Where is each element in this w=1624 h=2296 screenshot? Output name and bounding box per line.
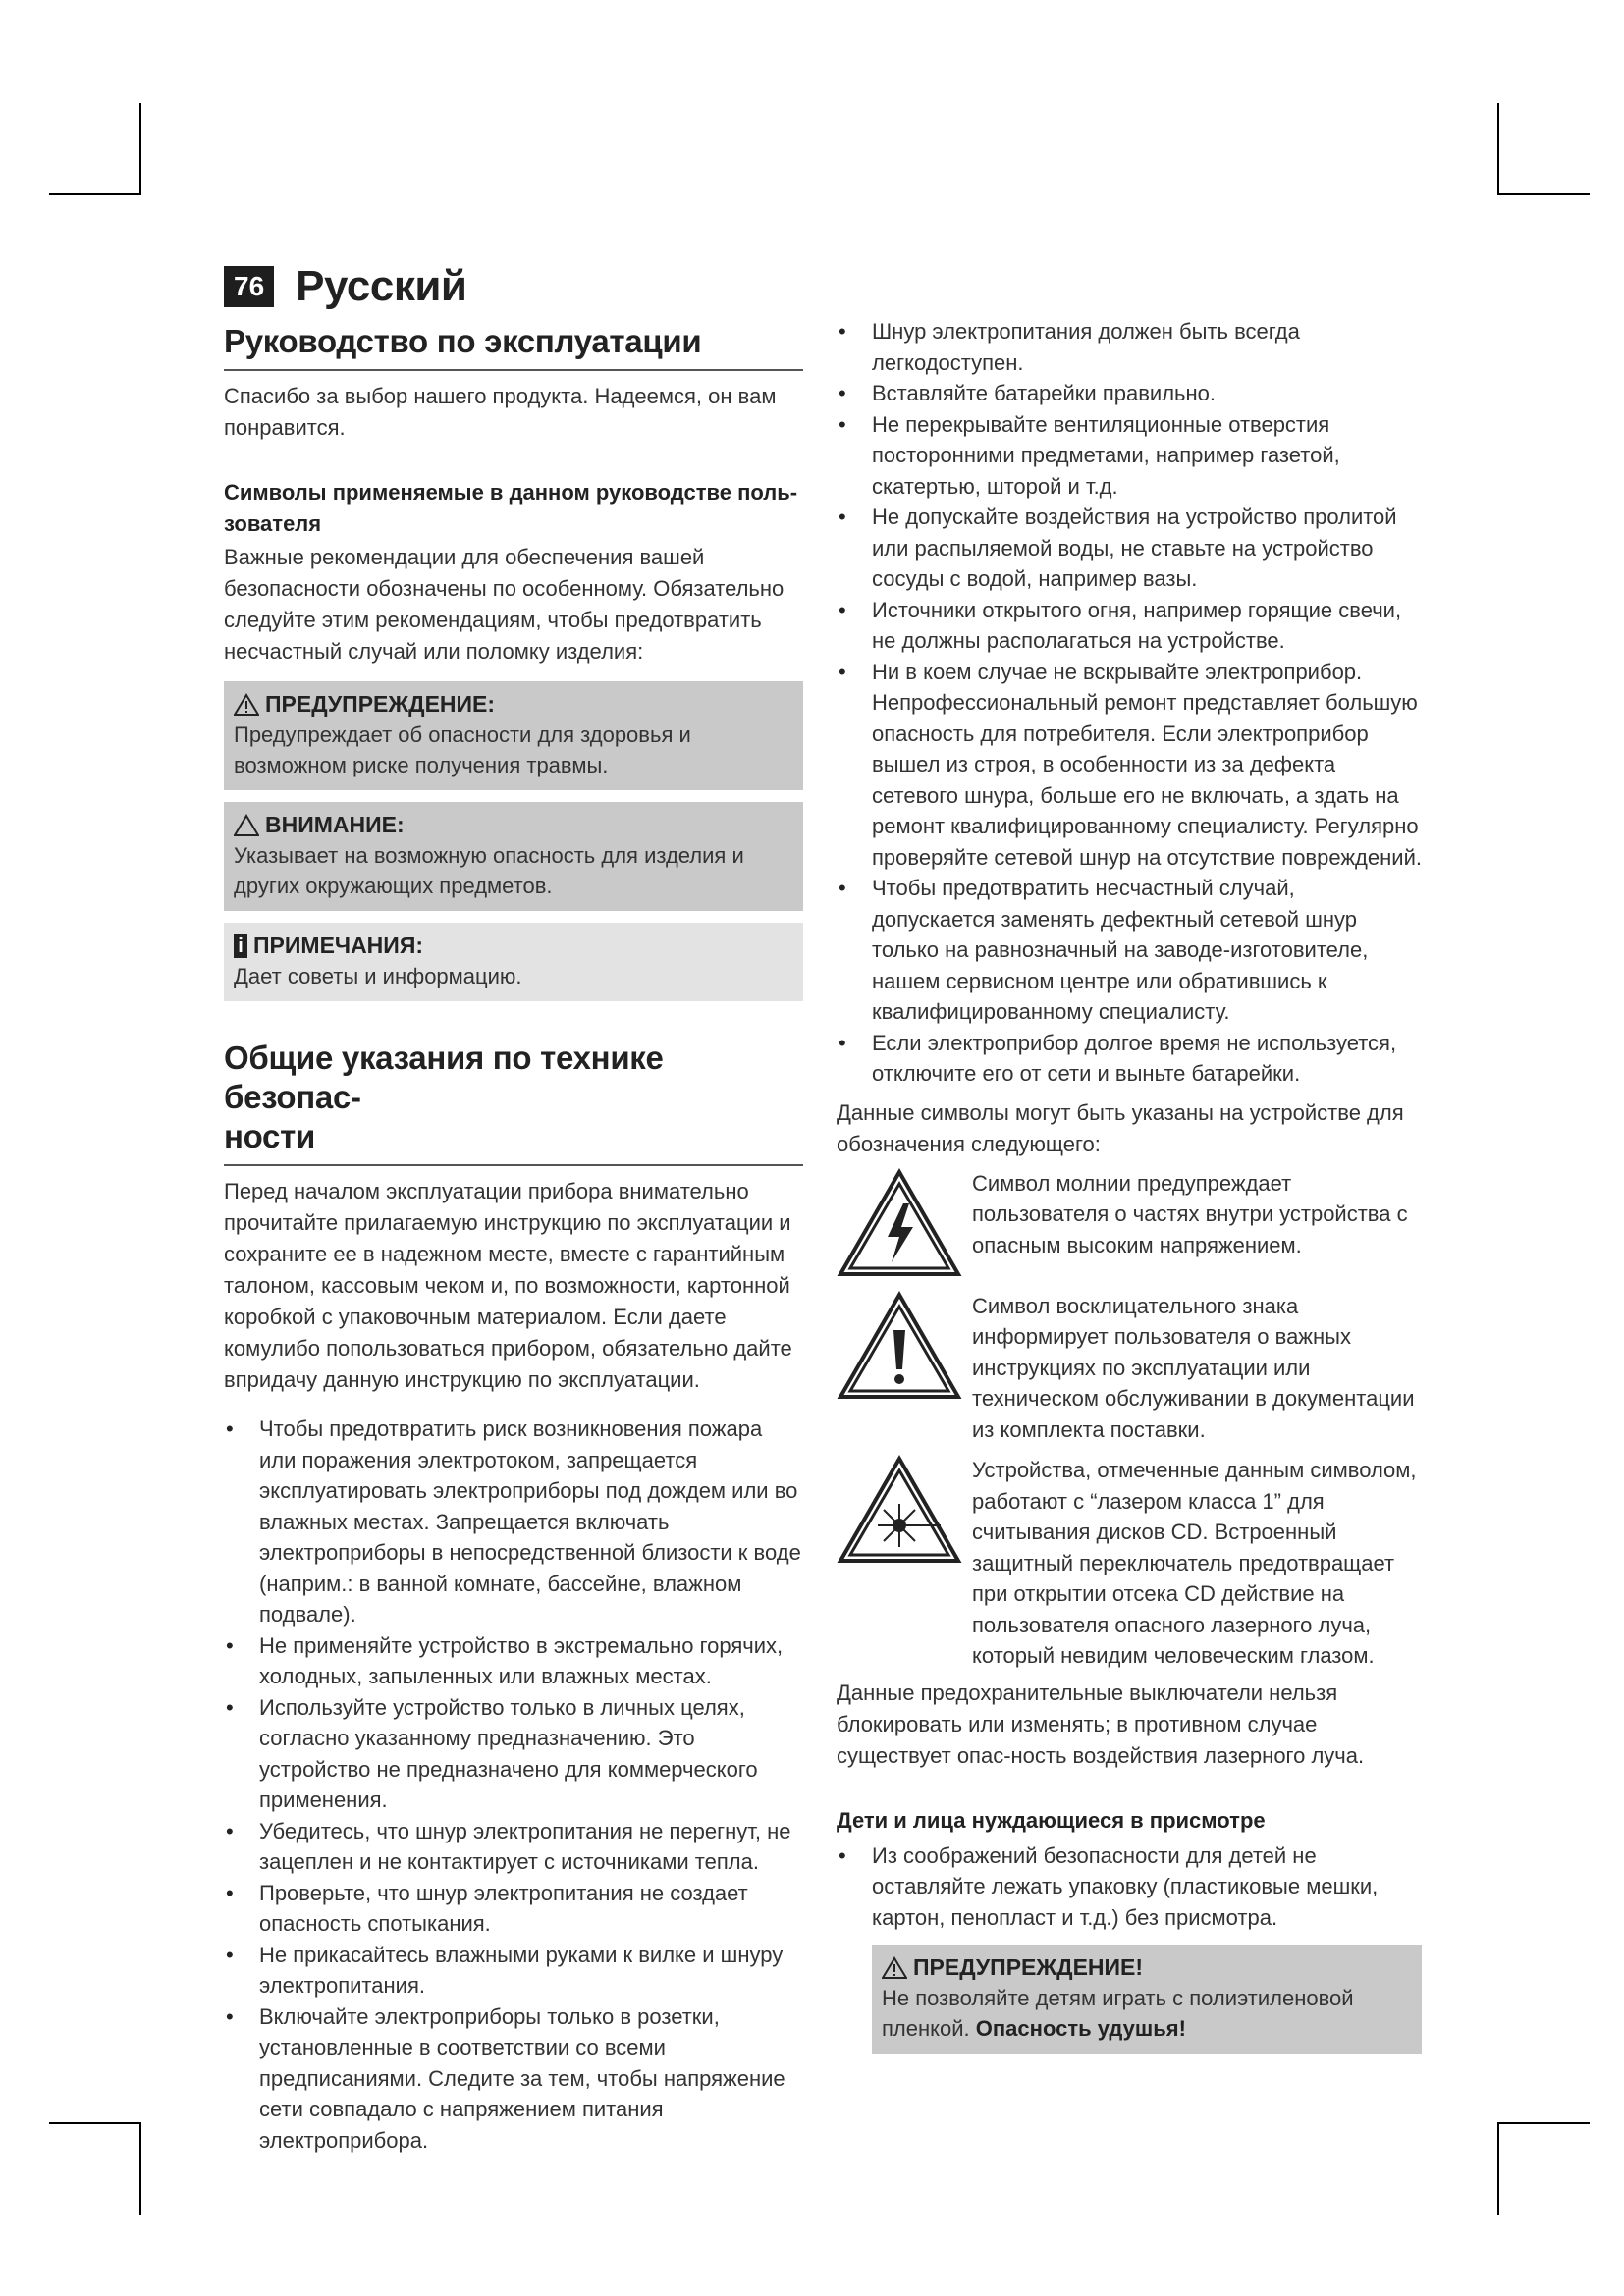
safety-list-right — [837, 316, 1422, 1090]
children-warning-text: Не позволяйте детям играть с полиэтиленовой пленкой. — [882, 1986, 1354, 2041]
safety-intro: Перед началом эксплуатации прибора внимательно прочитайте прилагаемую инструкцию по эксплуатации и сохраните ее в надежном месте, вместе с гарантийным талоном, кассовым чеком и, по возможности, картонной коробкой с упаковочным материалом. Если даете комулибо попользоваться прибором, обязательно дайте впридачу данную инструкцию по эксплуатации. — [224, 1179, 792, 1392]
crop-mark — [49, 2122, 141, 2124]
list-item: • Не перекрывайте вентиляционные отверстия посторонними предметами, например газетой, скатертью, шторой и т.д. — [837, 409, 1422, 503]
left-column — [224, 322, 803, 2156]
symbol-row — [837, 1291, 1422, 1446]
children-warning-title: ПРЕДУПРЕЖДЕНИЕ! — [913, 1954, 1144, 1980]
warning-triangle-icon — [882, 1956, 907, 1980]
device-symbols-intro: Данные символы могут быть указаны на устройстве для обозначения следующего: — [837, 1099, 1404, 1156]
device-symbols — [837, 1168, 1422, 1672]
symbols-heading: Символы применяемые в данном руководстве поль- зователя — [224, 480, 798, 536]
list-item: • Убедитесь, что шнур электропитания не перегнут, не зацеплен и не контактирует с источниками тепла. — [224, 1816, 803, 1878]
crop-mark — [49, 193, 141, 195]
list-item: • Включайте электроприборы только в розетки, установленные в соответствии со всеми предписаниями. Следите за тем, чтобы напряжение сети совпадало с напряжением питания электроприбора. — [224, 2002, 803, 2157]
symbols-text: Важные рекомендации для обеспечения вашей безопасности обозначены по особенному. Обязательно следуйте этим рекомендациям, чтобы предотвратить несчастный случай или поломку изделия: — [224, 545, 785, 664]
crop-mark — [1497, 103, 1499, 195]
list-item: • Шнур электропитания должен быть всегда легкодоступен. — [837, 316, 1422, 378]
warning-title: ПРЕДУПРЕЖДЕНИЕ: — [265, 691, 496, 717]
symbol-row — [837, 1455, 1422, 1672]
crop-mark — [1497, 2122, 1499, 2215]
symbol-row — [837, 1168, 1422, 1283]
list-item: • Ни в коем случае не вскрывайте электроприбор. Непрофессиональный ремонт представляет большую опасность для потребителя. Если электроприбор вышел из строя, в особенности из за дефекта сетевого шнура, больше его не включать, а здать на ремонт квалифицированному специалисту. Регулярно проверяйте сетевой шнур на отсутствие повреждений. — [837, 657, 1422, 874]
list-item: • Используйте устройство только в личных целях, согласно указанному предназначению. Это устройство не предназначено для коммерческого применения. — [224, 1692, 803, 1816]
caution-triangle-icon — [234, 814, 259, 837]
lightning-warning-icon — [837, 1168, 962, 1278]
list-item: • Из соображений безопасности для детей не оставляйте лежать упаковку (пластиковые мешки, картон, пенопласт и т.д.) без присмотра. — [837, 1841, 1422, 1934]
divider — [224, 369, 803, 371]
interlock-text: Данные предохранительные выключатели нельзя блокировать или изменять; в противном случае существует опас-ность воздействия лазерного луча. — [837, 1680, 1365, 1768]
warning-box — [224, 681, 803, 790]
exclamation-symbol-text: Символ восклицательного знака информирует пользователя о важных инструкциях по эксплуатации или техническом обслуживании в документации из комплекта поставки. — [972, 1293, 1415, 1442]
crop-mark — [139, 103, 141, 195]
children-heading: Дети и лица нуждающиеся в присмотре — [837, 1807, 1266, 1833]
list-item: • Если электроприбор долгое время не используется, отключите его от сети и выньте батарейки. — [837, 1028, 1422, 1090]
right-column — [837, 316, 1422, 2054]
list-item: • Источники открытого огня, например горящие свечи, не должны располагаться на устройстве. — [837, 595, 1422, 657]
list-item: • Не применяйте устройство в экстремально горячих, холодных, запыленных или влажных местах. — [224, 1630, 803, 1692]
list-item: • Чтобы предотвратить несчастный случай, допускается заменять дефектный сетевой шнур только на равнозначный на заводе-изготовителе, нашем сервисном центре или обратившись к квалифицированному специалисту. — [837, 873, 1422, 1028]
children-warning-box — [872, 1945, 1422, 2054]
note-title: ПРИМЕЧАНИЯ: — [253, 933, 424, 958]
laser-warning-icon — [837, 1455, 962, 1565]
page-header — [224, 257, 466, 316]
laser-symbol-text: Устройства, отмеченные данным символом, работают с “лазером класса 1” для считывания дисков CD. Встроенный защитный переключатель предотвращает при открытии отсека CD действие на пользователя опасного лазерного луча, который невидим человеческим глазом. — [972, 1458, 1417, 1668]
list-item: • Вставляйте батарейки правильно. — [837, 378, 1422, 409]
children-warning-emphasis: Опасность удушья! — [975, 2016, 1186, 2041]
list-item: • Не прикасайтесь влажными руками к вилке и шнуру электропитания. — [224, 1940, 803, 2002]
intro-text: Спасибо за выбор нашего продукта. Надеемся, он вам понравится. — [224, 384, 777, 440]
list-item: • Не допускайте воздействия на устройство пролитой или распыляемой воды, не ставьте на устройство сосуды с водой, например вазы. — [837, 502, 1422, 595]
list-item: • Чтобы предотвратить риск возникновения пожара или поражения электротоком, запрещается эксплуатировать электроприборы под дождем или во влажных местах. Запрещается включать электроприборы в непосредственной близости к воде (наприм.: в ванной комнате, бассейне, влажном подвале). — [224, 1414, 803, 1630]
crop-mark — [1497, 2122, 1590, 2124]
exclamation-warning-icon — [837, 1291, 962, 1401]
warning-triangle-icon — [234, 693, 259, 717]
list-item: • Проверьте, что шнур электропитания не создает опасность спотыкания. — [224, 1878, 803, 1940]
info-icon: i — [234, 934, 247, 958]
crop-mark — [1497, 193, 1590, 195]
crop-mark — [139, 2122, 141, 2215]
divider — [224, 1164, 803, 1166]
page-number: 76 — [224, 266, 274, 307]
lightning-symbol-text: Символ молнии предупреждает пользователя о частях внутри устройства с опасным высоким напряжением. — [972, 1170, 1408, 1257]
safety-heading: Общие указания по технике безопас- ности — [224, 1040, 664, 1154]
caution-text: Указывает на возможную опасность для изделия и других окружающих предметов. — [234, 843, 744, 898]
manual-title: Руководство по эксплуатации — [224, 323, 702, 359]
caution-title: ВНИМАНИЕ: — [265, 812, 405, 837]
warning-text: Предупреждает об опасности для здоровья и возможном риске получения травмы. — [234, 722, 691, 777]
note-box — [224, 923, 803, 1001]
language-title: Русский — [296, 262, 467, 310]
children-list — [837, 1841, 1422, 1934]
safety-list-left — [224, 1414, 803, 2156]
note-text: Дает советы и информацию. — [234, 964, 522, 988]
caution-box — [224, 802, 803, 911]
